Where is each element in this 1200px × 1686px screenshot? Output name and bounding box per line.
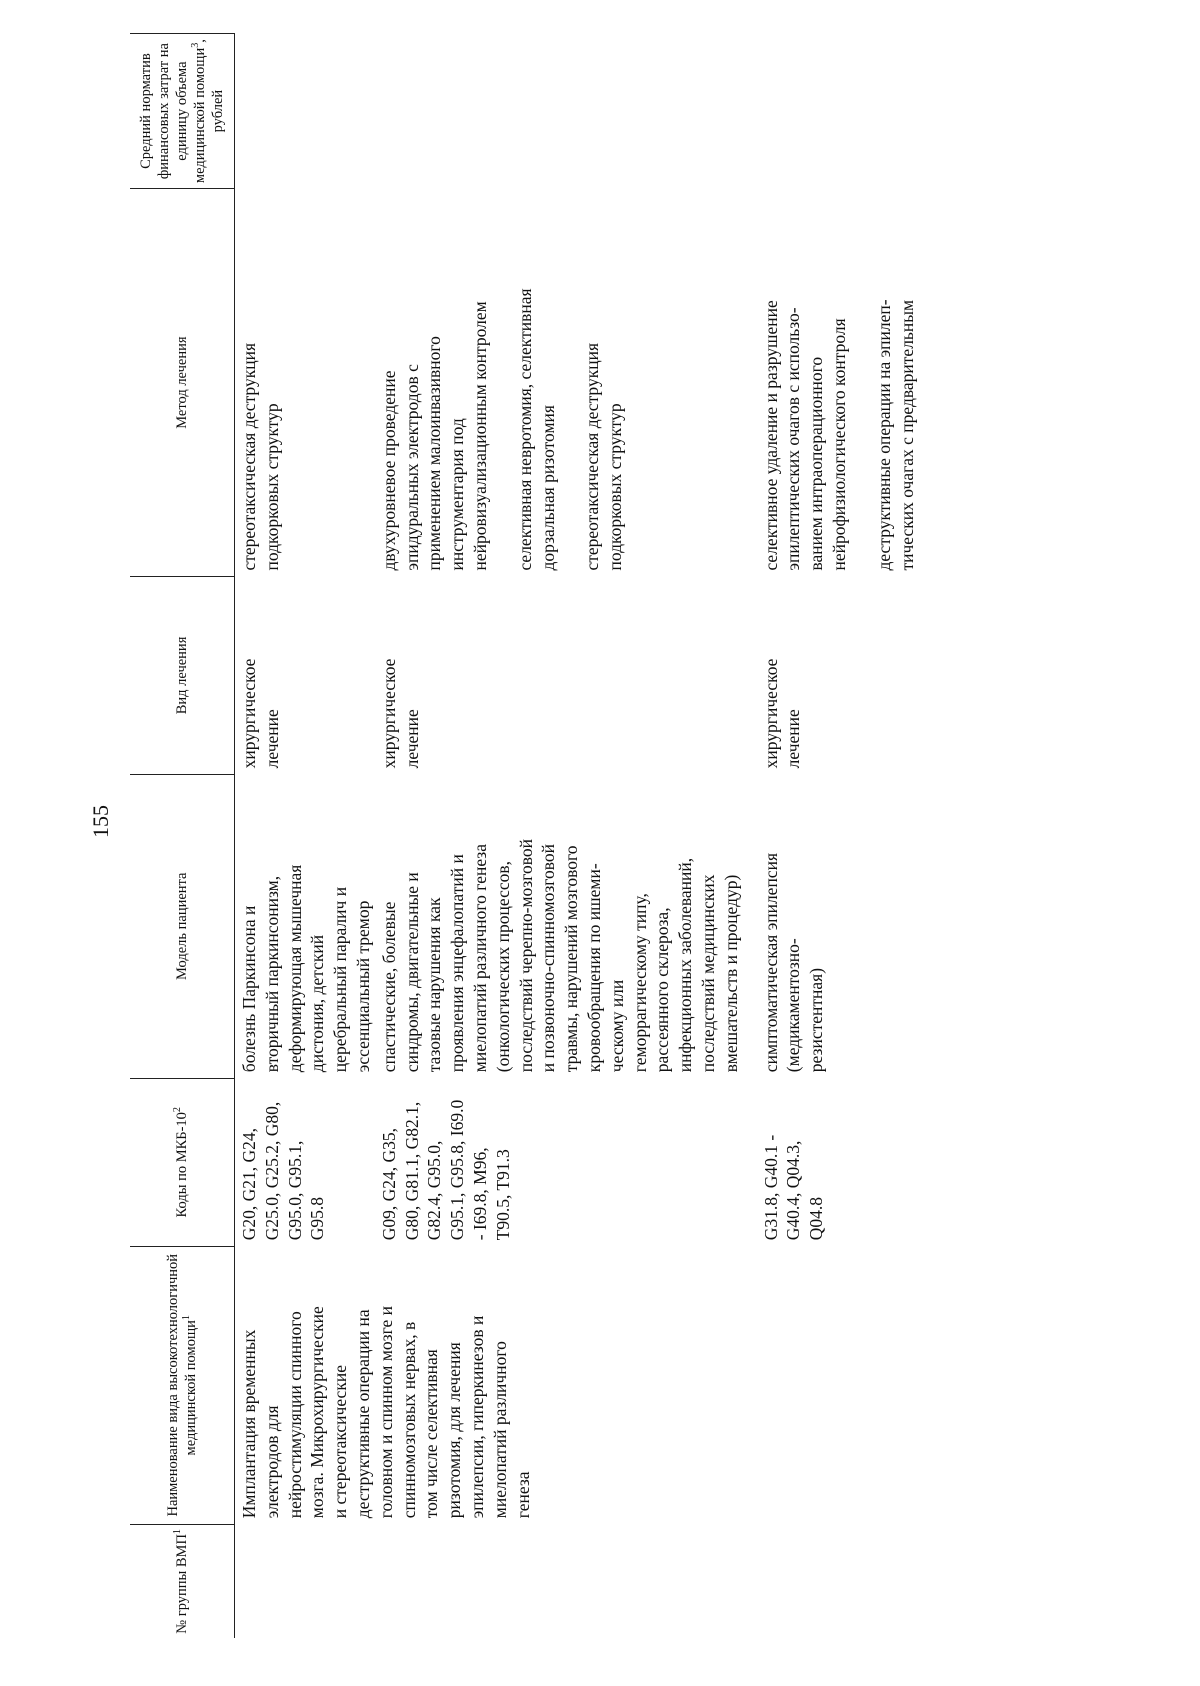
patient-model-cell: болезнь Паркинсона и вторичный паркинсонизм, деформирующая мышечная дистония, детский церебральный паралич и эссенциальный тремор (239, 864, 373, 1073)
icd-codes-cell: G09, G24, G35, G80, G81.1, G82.1, G82.4, G95.0, G95.1, G95.8, I69.0 - I69.8, M96, T90.5, T91.3 (378, 1099, 513, 1241)
header-icd-codes: Коды по МКБ-$10^2$ (130, 1078, 235, 1246)
treatment-method-cell: селективное удаление и разрушение эпилептических очагов с использо- ванием интраоперационного нейрофизиологического контроля деструктивные операции на эпилеп- тических очагах с предварительным (760, 299, 917, 571)
vmp-table (130, 33, 928, 1638)
header-cost-norm: Средний норматив финансовых затрат на единицу объема медицинской помощи$^3$, рублей (130, 34, 235, 189)
icd-codes-cell: G20, G21, G24, G25.0, G25.2, G80, G95.0, G95.1, G95.8 (239, 1101, 328, 1241)
header-vmp-name: Наименование вида высокотехнологичной медицинской помощи$^1$ (130, 1246, 235, 1524)
header-treatment-type: Вид лечения (130, 577, 235, 775)
treatment-method-cell: стереотаксическая деструкция подкорковых структур (239, 343, 282, 571)
icd-codes-cell: G31.8, G40.1 - G40.4, Q04.3, Q04.8 (760, 1134, 827, 1241)
treatment-type-cell: хирургическое лечение (239, 658, 282, 769)
treatment-type-cell: хирургическое лечение (378, 658, 422, 769)
header-row (130, 34, 235, 1639)
table-row (235, 34, 375, 1639)
vmp-name-cell (757, 1246, 919, 1524)
vmp-name-cell: Имплантация временных электродов для нейростимуляции спинного мозга. Микрохирургические и стереотаксические деструктивные операции на головном и спинном мозге и спинномозговых нервах, в том числе селективная ризотомия, для лечения эпилепсии, гиперкинезов и миелопатий различного генеза (239, 1305, 533, 1519)
cost-norm-cell (235, 34, 929, 189)
patient-model-cell: симптоматическая эпилепсия (медикаментозно- резистентная) (760, 853, 827, 1073)
header-treatment-method: Метод лечения (130, 189, 235, 577)
table-row (757, 34, 919, 1639)
header-group-no: № группы ВМП$^1$ (130, 1524, 235, 1638)
page-number: 155 (88, 805, 113, 838)
treatment-method-cell: двухуровневое проведение эпидуральных электродов с применением малоинвазивного инструментария под нейровизуализационным контролем селективная невротомия, селективная дорзальная ризотомия стереотаксическая деструкция подкорковых структур (378, 288, 626, 571)
header-patient-model: Модель пациента (130, 774, 235, 1078)
group-no-cell (235, 1524, 929, 1638)
treatment-type-cell: хирургическое лечение (760, 658, 804, 769)
patient-model-cell: спастические, болевые синдромы, двигательные и тазовые нарушения как проявления энцефалопатий и миелопатий различного генеза (онкологических процессов, последствий черепно-мозговой и позвоночно-спинномозговой травмы, нарушений мозгового кровообращения по ишеми- ческому или геморрагическому типу, рассеянного склероза, инфекционных заболеваний, последствий медицинских вмешательств и процедур) (378, 839, 741, 1073)
rotated-table-area (130, 33, 1040, 1638)
